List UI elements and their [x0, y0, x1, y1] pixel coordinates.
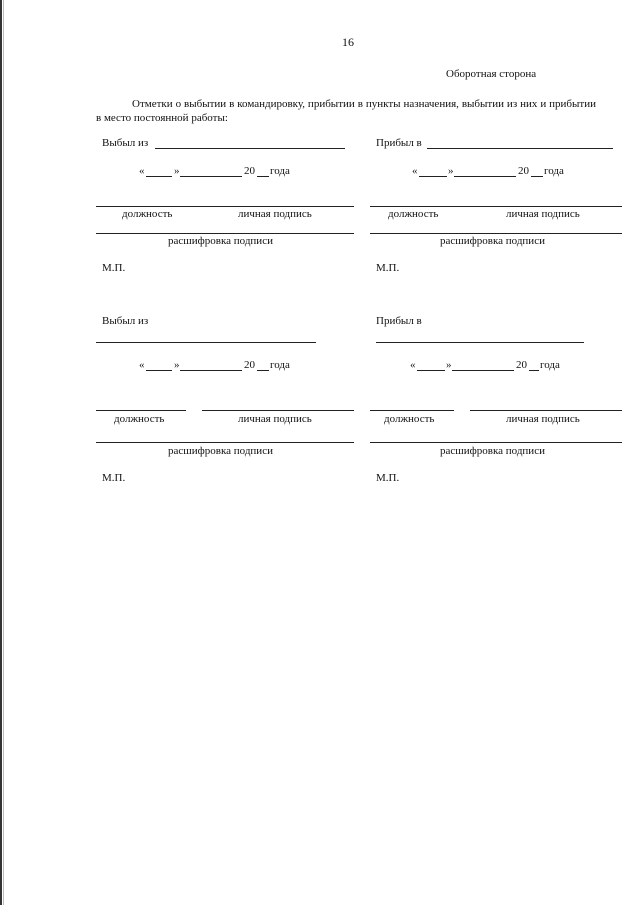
day-field-line[interactable]: [419, 176, 447, 177]
signature-decoding-caption: расшифровка подписи: [168, 445, 273, 457]
departed-label: Выбыл из: [102, 315, 149, 327]
signature-caption: личная подпись: [238, 208, 312, 220]
day-field-line[interactable]: [146, 370, 172, 371]
year-field-line[interactable]: [531, 176, 543, 177]
arrived-label: Прибыл в: [376, 137, 422, 149]
departed-field-line[interactable]: [155, 148, 345, 149]
month-field-line[interactable]: [180, 370, 242, 371]
signature-line[interactable]: [202, 410, 354, 411]
day-field-line[interactable]: [417, 370, 445, 371]
arrived-field-line[interactable]: [376, 342, 584, 343]
day-field-line[interactable]: [146, 176, 172, 177]
position-caption: должность: [122, 208, 173, 220]
month-field-line[interactable]: [180, 176, 242, 177]
signature-caption: личная подпись: [506, 208, 580, 220]
year-prefix: 20: [516, 359, 527, 371]
seal-mark: М.П.: [102, 472, 126, 484]
arrived-label: Прибыл в: [376, 315, 422, 327]
signature-decoding-line[interactable]: [96, 442, 354, 443]
year-prefix: 20: [244, 165, 255, 177]
date-close-quote: »: [174, 165, 180, 177]
year-field-line[interactable]: [257, 176, 269, 177]
seal-mark: М.П.: [102, 262, 126, 274]
position-line[interactable]: [370, 410, 454, 411]
arrived-field-line[interactable]: [427, 148, 613, 149]
date-open-quote: «: [410, 359, 416, 371]
seal-mark: М.П.: [376, 472, 400, 484]
page-number: 16: [342, 35, 354, 49]
signature-decoding-line[interactable]: [96, 233, 354, 234]
position-signature-line[interactable]: [96, 206, 354, 207]
position-signature-line[interactable]: [370, 206, 622, 207]
month-field-line[interactable]: [452, 370, 514, 371]
signature-decoding-line[interactable]: [370, 233, 622, 234]
seal-mark: М.П.: [376, 262, 400, 274]
year-suffix: года: [270, 165, 290, 177]
position-line[interactable]: [96, 410, 186, 411]
signature-line[interactable]: [470, 410, 622, 411]
signature-decoding-line[interactable]: [370, 442, 622, 443]
year-field-line[interactable]: [257, 370, 269, 371]
intro-text: Отметки о выбытии в командировку, прибытии в пункты назначения, выбытии из них и прибытии в место постоянной работы:: [96, 98, 596, 124]
position-caption: должность: [388, 208, 439, 220]
signature-decoding-caption: расшифровка подписи: [440, 445, 545, 457]
scan-edge-shadow: [3, 0, 4, 905]
departed-field-line[interactable]: [96, 342, 316, 343]
date-close-quote: »: [174, 359, 180, 371]
year-prefix: 20: [518, 165, 529, 177]
signature-caption: личная подпись: [506, 413, 580, 425]
scan-edge: [0, 0, 2, 905]
position-caption: должность: [114, 413, 165, 425]
date-open-quote: «: [139, 165, 145, 177]
date-open-quote: «: [139, 359, 145, 371]
signature-decoding-caption: расшифровка подписи: [168, 235, 273, 247]
date-close-quote: »: [448, 165, 454, 177]
year-suffix: года: [544, 165, 564, 177]
year-suffix: года: [270, 359, 290, 371]
month-field-line[interactable]: [454, 176, 516, 177]
departed-label: Выбыл из: [102, 137, 149, 149]
position-caption: должность: [384, 413, 435, 425]
year-field-line[interactable]: [529, 370, 539, 371]
signature-caption: личная подпись: [238, 413, 312, 425]
date-close-quote: »: [446, 359, 452, 371]
date-open-quote: «: [412, 165, 418, 177]
year-suffix: года: [540, 359, 560, 371]
year-prefix: 20: [244, 359, 255, 371]
side-label: Оборотная сторона: [446, 68, 537, 80]
signature-decoding-caption: расшифровка подписи: [440, 235, 545, 247]
